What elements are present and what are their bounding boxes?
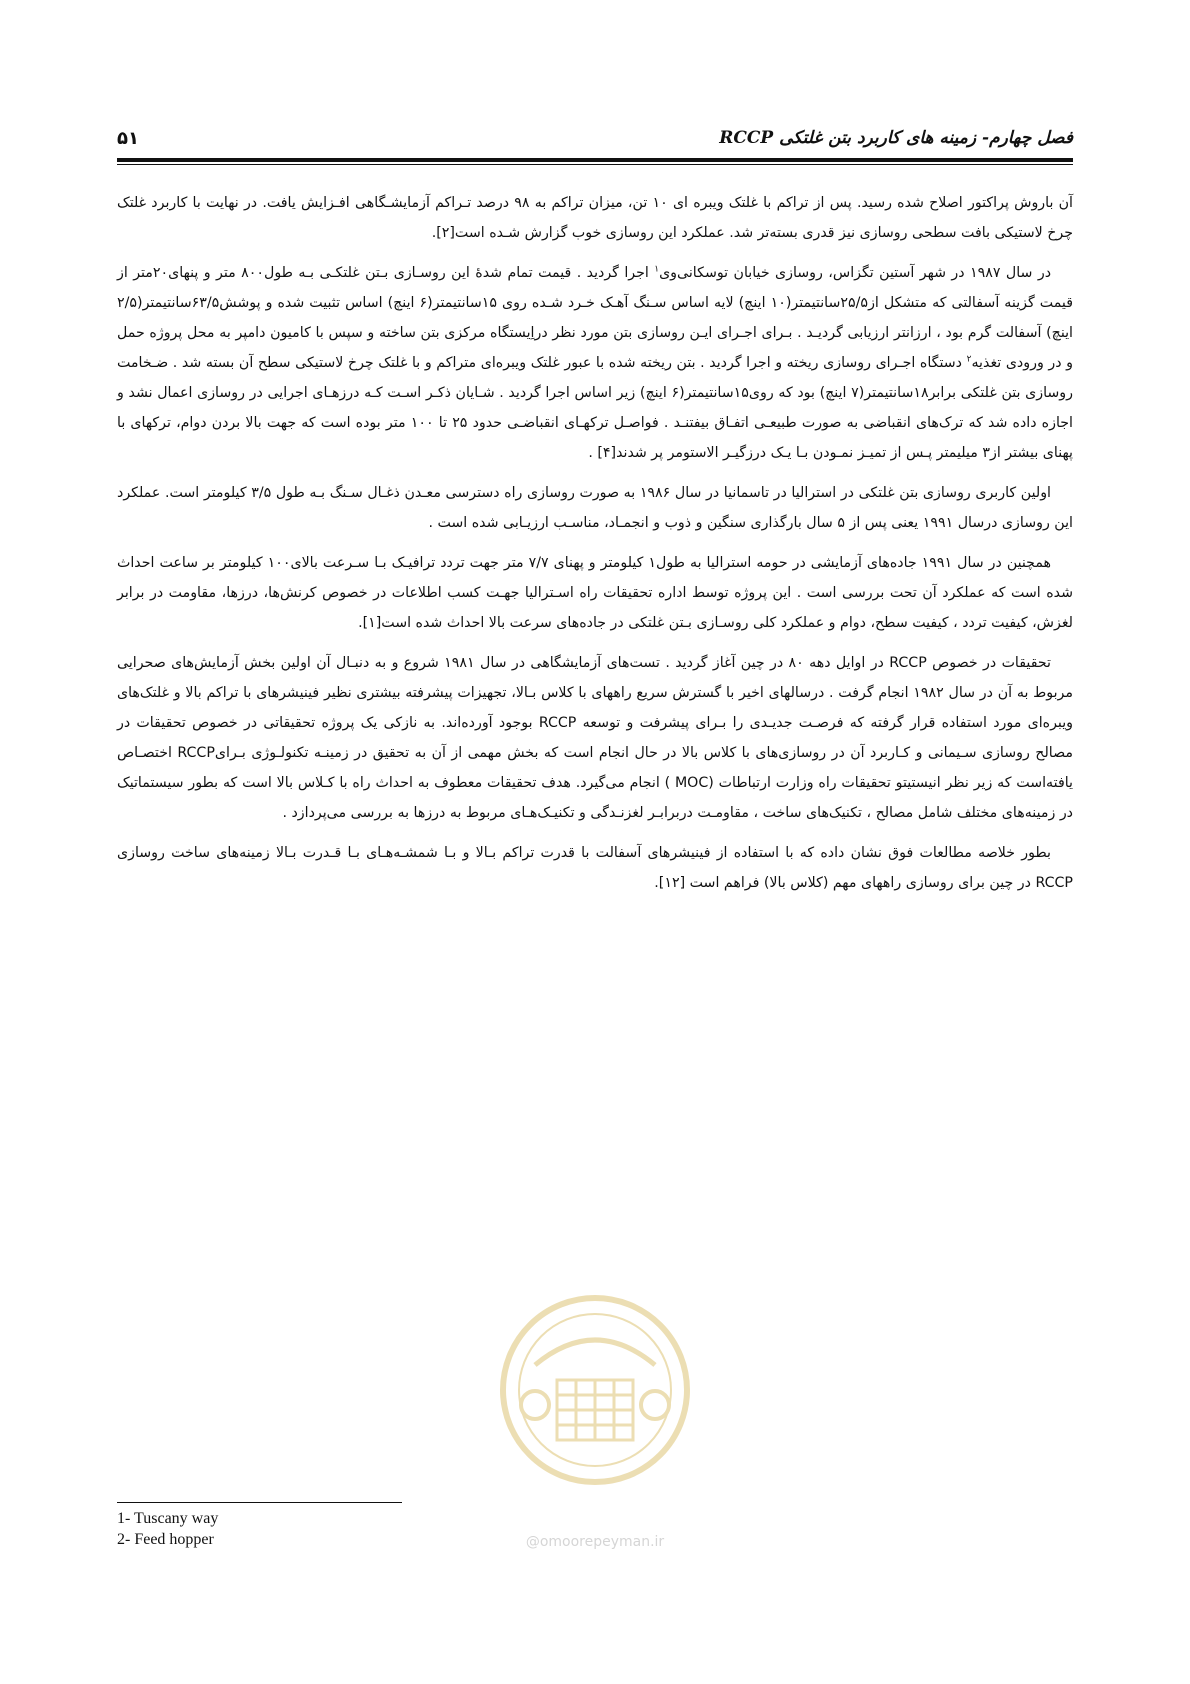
body-text: [117, 188, 1073, 908]
paragraph-2-part-c: دستگاه اجـرای روسازی ریخته و اجرا گردید . بتن ریخته شده با عبور غلتک ویبره‌ای متراکم و با غلتک چرخ لاستیکی سطح آن بسته شد . ضـخامت روسازی بتن غلتکی برابر۱۸سانتیمتر(۷ اینچ) بود که روی۱۵سانتیمتر(۶ اینچ) زیر اساس اجرا گردید . شـایان ذکـر اسـت کـه درزهـای اجرایی در روسازی اعمال نشد و اجازه داده شد که ترک‌های انقباضی به صورت طبیعـی اتفـاق بیفتنـد . فواصـل ترکهـای انقباضـی حدود ۲۵ تا ۱۰۰ متر بوده است که جهت بالا بردن دوام، ترکهای با پهنای بیشتر از۳ میلیمتر پـس از تمیـز نمـودن بـا یـک درزگیـر الاستومر پر شدند[۴] .: [117, 355, 1074, 461]
footnote-ref-1[interactable]: ۱: [654, 264, 660, 275]
footnotes: [117, 1508, 218, 1550]
paragraph-2: [117, 258, 1073, 468]
page-number: ۵۱: [117, 128, 139, 149]
header-rule-thick: [117, 158, 1073, 162]
paragraph-1: آن باروش پراکتور اصلاح شده رسید. پس از تراکم با غلتک ویبره ای ۱۰ تن، میزان تراکم به ۹۸ درصد تـراکم آزمایشـگاهی افـزایش یافت. در نهایت با کاربرد غلتک چرخ لاستیکی بافت سطحی روسازی نیز قدری بسته‌تر شد. عملکرد این روسازی خوب گزارش شـده است[۲].: [117, 195, 1073, 241]
footnote-1: 1- Tuscany way: [117, 1510, 219, 1527]
paragraph-5: تحقیقات در خصوص RCCP در اوایل دهه ۸۰ در چین آغاز گردید . تست‌های آزمایشگاهی در سال ۱۹۸۱ شروع و به دنبـال آن اولین بخش آزمایش‌های صحرایی مربوط به آن در سال ۱۹۸۲ انجام گرفت . درسالهای اخیر با گسترش سریع راههای با کلاس بـالا، تجهیزات پیشرفته بیشتری نظیر فینیشرهای با تراکم بالا و غلتک‌های ویبره‌ای مورد استفاده قرار گرفته که فرصـت جدیـدی را بـرای پیشرفت و توسعه RCCP بوجود آورده‌اند. به نازکی یک پروژه تحقیقاتی در خصوص تحقیقات در مصالح روسازی سـیمانی و کـاربرد آن در روسازی‌های با کلاس بالا در حال انجام است که بخش مهمی از آن به تحقیق در زمینـه تکنولـوژی بـرایRCCP اختصـاص یافته‌است که زیر نظر انیستیتو تحقیقات راه وزارت ارتباطات (MOC ) انجام می‌گیرد. هدف تحقیقات معطوف به احداث راه با کـلاس بالا است که بطور سیستماتیک در زمینه‌های مختلف شامل مصالح ، تکنیک‌های ساخت ، مقاومـت دربرابـر لغزنـدگی و تکنیـک‌هـای مربوط به درزها به بررسی می‌پردازد .: [117, 655, 1073, 821]
running-header: [117, 128, 1073, 154]
paragraph-2-part-b: اجرا گردید . قیمت تمام شدۀ این روسـازی بـتن غلتکـی بـه طول۸۰۰ متر و پنهای۲۰متر از قیمت گزینه آسفالتی که متشکل از۲۵/۵سانتیمتر(۱۰ اینچ) لایه اساس سـنگ آهـک خـرد شـده روی ۱۵سانتیمتر(۶ اینچ) اساس تثبیت شده و پوشش۶۳/۵سانتیمتر(۲/۵ اینچ) آسفالت گرم بود ، ارزانتر ارزیابی گردیـد . بـرای اجـرای ایـن روسازی بتن مورد نظر دراِیستگاه مرکزی بتن ساخته و سپس با کامیون دامپر به محل پروژه حمل و در ورودی تغذیه: [117, 265, 1074, 371]
chapter-title: فصل چهارم- زمینه های کاربرد بتن غلتکی RCCP: [719, 128, 1073, 148]
paragraph-3: اولین کاربری روسازی بتن غلتکی در استرالیا در تاسمانیا در سال ۱۹۸۶ به صورت روسازی راه دسترسی معـدن ذغـال سـنگ بـه طول ۳/۵ کیلومتر است. عملکرد این روسازی درسال ۱۹۹۱ یعنی پس از ۵ سال بارگذاری سنگین و ذوب و انجمـاد، مناسـب ارزیـابی شده است .: [117, 485, 1073, 531]
paragraph-6: بطور خلاصه مطالعات فوق نشان داده که با استفاده از فینیشرهای آسفالت با قدرت تراکم بـالا و بـا شمشـه‌هـای بـا قـدرت بـالا زمینه‌های ساخت روسازی RCCP در چین برای روسازی راههای مهم (کلاس بالا) فراهم است [۱۲].: [117, 845, 1073, 891]
header-rule-thin: [117, 164, 1073, 165]
watermark-url: @omoorepeyman.ir: [525, 1534, 665, 1550]
paragraph-4: همچنین در سال ۱۹۹۱ جاده‌های آزمایشی در حومه استرالیا به طول۱ کیلومتر و پهنای ۷/۷ متر جهت تردد ترافیـک بـا سـرعت بالای۱۰۰ کیلومتر بر ساعت احداث شده است که عملکرد آن تحت بررسی است . این پروژه توسط اداره تحقیقات راه اسـترالیا جهـت کسب اطلاعات در خصوص کرنش‌ها، درزها، مقاومت در برابر لغزش، کیفیت تردد ، کیفیت سطح، دوام و عملکرد کلی روسـازی بـتن غلتکی در جاده‌های سرعت بالا احداث شده است[۱].: [117, 555, 1073, 631]
watermark-logo-icon: [495, 1270, 695, 1520]
footnote-rule: [117, 1502, 402, 1503]
publisher-watermark: [495, 1270, 695, 1550]
footnote-2: 2- Feed hopper: [117, 1531, 214, 1548]
footnote-ref-2[interactable]: ۲: [966, 354, 972, 365]
paragraph-2-part-a: در سال ۱۹۸۷ در شهر آستین تگزاس، روسازی خیابان توسکانی‌وی: [659, 265, 1052, 281]
